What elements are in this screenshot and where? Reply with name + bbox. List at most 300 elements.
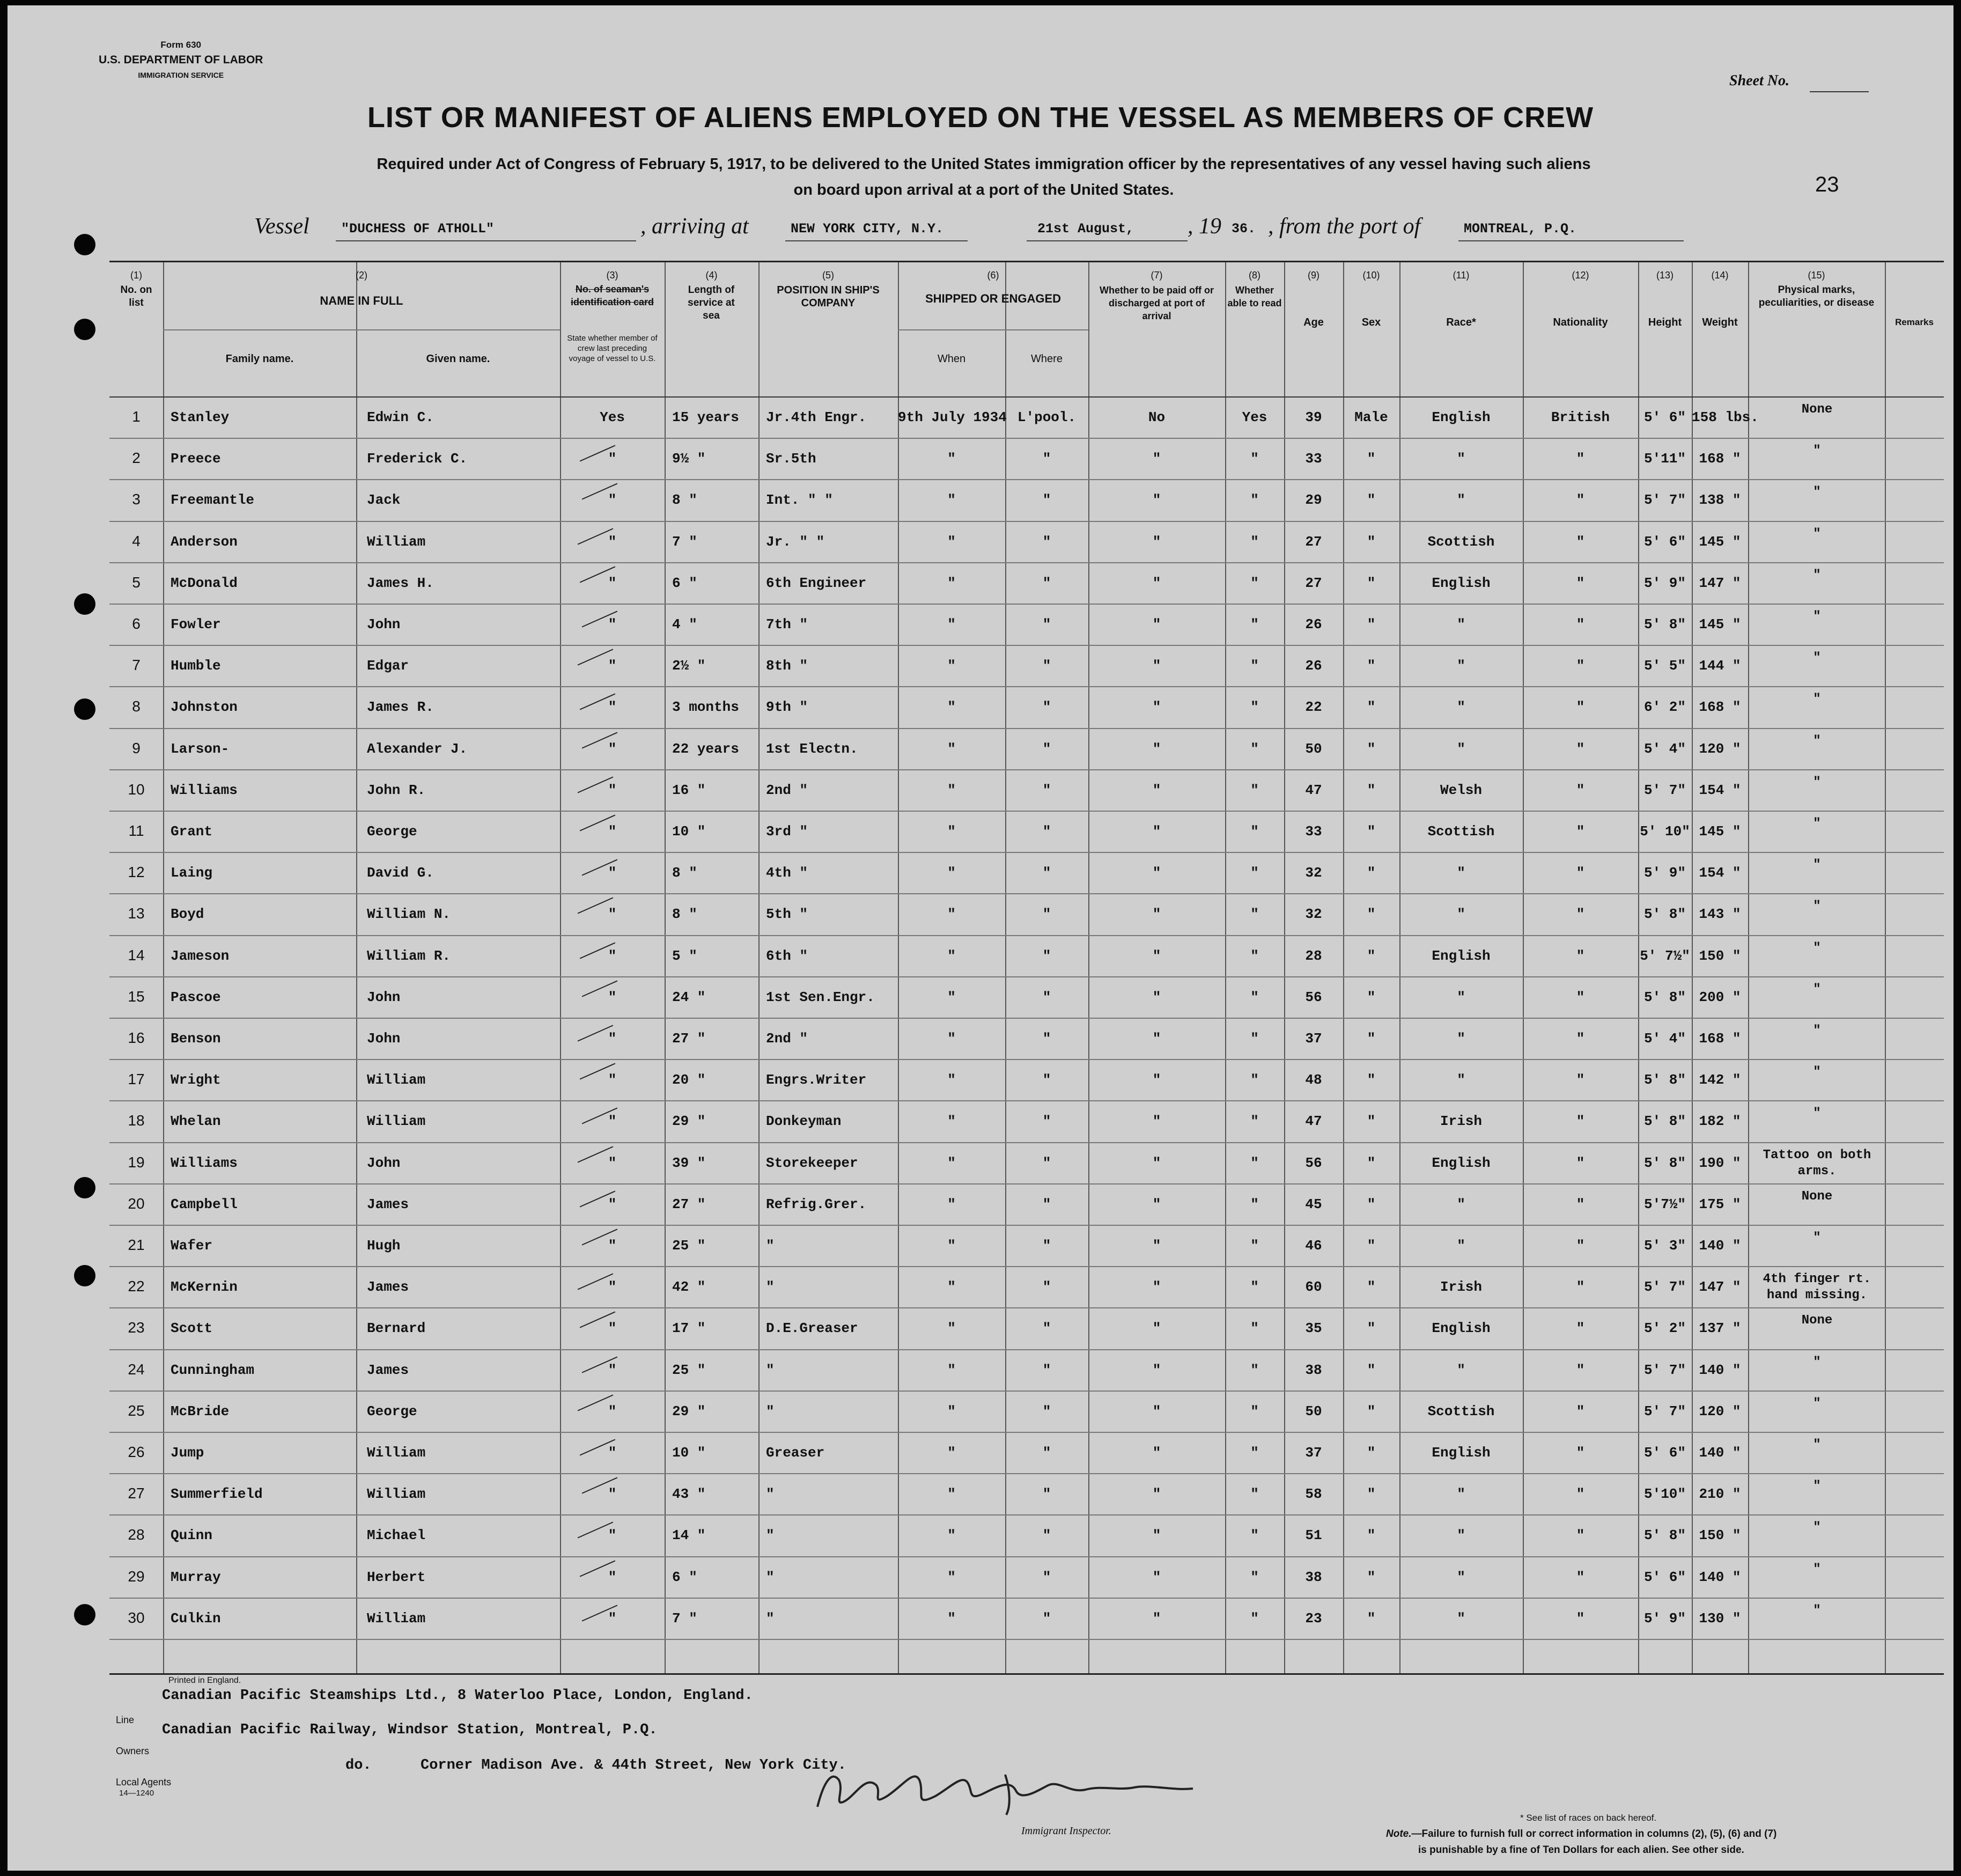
cell-given: James H. — [367, 575, 434, 591]
cell-prev: " — [608, 1196, 617, 1212]
cell-prev: " — [608, 782, 617, 798]
agents-ditto: do. — [345, 1757, 372, 1774]
col-position: POSITION IN SHIP'S COMPANY — [777, 284, 880, 309]
cell-height: 5'11" — [1643, 451, 1686, 467]
cell-marks: 4th finger rt. hand missing. — [1763, 1272, 1871, 1303]
cell-where: " — [1042, 1445, 1051, 1461]
cell-nationality: " — [1576, 575, 1585, 591]
departure-port: MONTREAL, P.Q. — [1464, 221, 1577, 237]
cell-service: 17 " — [672, 1320, 706, 1337]
cell-nationality: " — [1576, 1610, 1585, 1627]
cell-given: Edwin C. — [367, 409, 434, 425]
table-row — [109, 1432, 1944, 1473]
cell-weight: 182 " — [1699, 1113, 1741, 1130]
cell-given: Frederick C. — [367, 451, 468, 467]
cell-service: 10 " — [672, 823, 706, 840]
cell-when: " — [947, 1238, 956, 1254]
cell-nationality: " — [1576, 1196, 1585, 1212]
cell-family: Pascoe — [171, 989, 221, 1005]
cell-height: 5' 8" — [1643, 1072, 1686, 1088]
cell-height: 5'10" — [1643, 1486, 1686, 1503]
cell-prev: " — [608, 1569, 617, 1585]
cell-race: English — [1432, 409, 1491, 425]
cell-marks: " — [1813, 733, 1821, 748]
cell-where: " — [1042, 658, 1051, 674]
cell-age: 32 — [1305, 865, 1322, 881]
cell-height: 6' 2" — [1643, 699, 1686, 716]
cell-given: John R. — [367, 782, 426, 798]
cell-weight: 150 " — [1699, 947, 1741, 964]
row-number: 5 — [132, 573, 141, 591]
table-row — [109, 1349, 1944, 1391]
cell-position: " — [766, 1527, 775, 1544]
column-number: (5) — [822, 270, 834, 281]
cell-race: " — [1457, 451, 1465, 467]
cell-position: " — [766, 1238, 775, 1254]
cell-when: " — [947, 906, 956, 923]
cell-marks: " — [1813, 1520, 1821, 1535]
cell-when: " — [947, 533, 956, 550]
cell-weight: 175 " — [1699, 1196, 1741, 1212]
cell-race: " — [1457, 906, 1465, 923]
cell-where: " — [1042, 740, 1051, 757]
cell-weight: 138 " — [1699, 492, 1741, 509]
column-number: (8) — [1249, 270, 1260, 281]
col-able-to-read: Whether able to read — [1227, 285, 1282, 308]
cell-read: Yes — [1242, 409, 1267, 425]
cell-where: " — [1042, 492, 1051, 509]
cell-when: " — [947, 1362, 956, 1378]
cell-prev: " — [608, 1072, 617, 1088]
row-number: 1 — [132, 408, 141, 425]
cell-race: Welsh — [1440, 782, 1482, 798]
cell-position: Jr.4th Engr. — [766, 409, 867, 425]
cell-given: William — [367, 533, 426, 550]
cell-read: " — [1250, 658, 1259, 674]
cell-position: 8th " — [766, 658, 808, 674]
cell-read: " — [1250, 782, 1259, 798]
cell-paid: " — [1152, 616, 1161, 632]
column-number: (15) — [1808, 270, 1825, 281]
cell-where: " — [1042, 1320, 1051, 1337]
cell-race: Scottish — [1427, 533, 1495, 550]
cell-marks: " — [1813, 444, 1821, 459]
punch-hole — [74, 593, 95, 615]
inspector-label: Immigrant Inspector. — [1021, 1825, 1111, 1837]
cell-read: " — [1250, 1610, 1259, 1627]
cell-weight: 140 " — [1699, 1238, 1741, 1254]
cell-race: " — [1457, 616, 1465, 632]
cell-marks: " — [1813, 982, 1821, 997]
cell-nationality: " — [1576, 823, 1585, 840]
cell-age: 47 — [1305, 1113, 1322, 1130]
cell-sex: " — [1367, 1610, 1376, 1627]
cell-race: " — [1457, 658, 1465, 674]
cell-paid: " — [1152, 451, 1161, 467]
row-number: 27 — [128, 1485, 145, 1502]
cell-when: " — [947, 823, 956, 840]
cell-when: " — [947, 1486, 956, 1503]
cell-paid: " — [1152, 865, 1161, 881]
cell-where: " — [1042, 1113, 1051, 1130]
table-row — [109, 976, 1944, 1018]
cell-prev: " — [608, 533, 617, 550]
cell-sex: " — [1367, 989, 1376, 1005]
cell-paid: " — [1152, 782, 1161, 798]
cell-nationality: " — [1576, 451, 1585, 467]
cell-read: " — [1250, 1072, 1259, 1088]
cell-paid: " — [1152, 1154, 1161, 1171]
cell-marks: " — [1813, 1603, 1821, 1618]
cell-nationality: " — [1576, 1569, 1585, 1585]
cell-read: " — [1250, 1362, 1259, 1378]
cell-where: " — [1042, 1072, 1051, 1088]
cell-service: 8 " — [672, 865, 697, 881]
cell-where: " — [1042, 533, 1051, 550]
arrival-date: 21st August, — [1037, 221, 1134, 237]
cell-service: 16 " — [672, 782, 706, 798]
table-row — [109, 1307, 1944, 1349]
cell-weight: 143 " — [1699, 906, 1741, 923]
cell-read: " — [1250, 1445, 1259, 1461]
cell-given: William — [367, 1113, 426, 1130]
cell-race: Scottish — [1427, 823, 1495, 840]
cell-read: " — [1250, 906, 1259, 923]
cell-where: " — [1042, 865, 1051, 881]
cell-where: " — [1042, 699, 1051, 716]
cell-prev: " — [608, 865, 617, 881]
cell-height: 5' 9" — [1643, 575, 1686, 591]
cell-given: David G. — [367, 865, 434, 881]
cell-read: " — [1250, 947, 1259, 964]
cell-read: " — [1250, 1279, 1259, 1296]
row-number: 25 — [128, 1402, 145, 1419]
cell-height: 5' 8" — [1643, 616, 1686, 632]
cell-service: 25 " — [672, 1238, 706, 1254]
cell-height: 5' 8" — [1643, 1113, 1686, 1130]
cell-sex: " — [1367, 1072, 1376, 1088]
col-race: Race* — [1446, 317, 1476, 328]
cell-position: 6th Engineer — [766, 575, 867, 591]
cell-paid: " — [1152, 1196, 1161, 1212]
cell-weight: 120 " — [1699, 1403, 1741, 1419]
cell-race: " — [1457, 989, 1465, 1005]
subtitle-line-1: Required under Act of Congress of February 5, 1917, to be delivered to the United States immigration officer by the representatives of any vessel having such aliens — [377, 156, 1591, 173]
cell-marks: " — [1813, 568, 1821, 583]
cell-service: 22 years — [672, 740, 739, 757]
cell-family: Williams — [171, 1154, 238, 1171]
cell-given: William N. — [367, 906, 451, 923]
cell-height: 5' 8" — [1643, 1527, 1686, 1544]
cell-position: D.E.Greaser — [766, 1320, 858, 1337]
cell-age: 37 — [1305, 1031, 1322, 1047]
cell-sex: " — [1367, 823, 1376, 840]
table-row — [109, 686, 1944, 727]
cell-read: " — [1250, 740, 1259, 757]
cell-given: John — [367, 616, 401, 632]
cell-where: " — [1042, 1196, 1051, 1212]
cell-service: 7 " — [672, 533, 697, 550]
cell-family: Scott — [171, 1320, 213, 1337]
cell-prev: " — [608, 1486, 617, 1503]
cell-paid: " — [1152, 989, 1161, 1005]
cell-service: 39 " — [672, 1154, 706, 1171]
table-row — [109, 769, 1944, 811]
cell-when: " — [947, 575, 956, 591]
cell-marks: " — [1813, 1355, 1821, 1370]
cell-nationality: " — [1576, 1527, 1585, 1544]
row-number: 12 — [128, 864, 145, 881]
cell-when: " — [947, 1154, 956, 1171]
cell-paid: " — [1152, 1527, 1161, 1544]
cell-where: " — [1042, 451, 1051, 467]
cell-when: " — [947, 1527, 956, 1544]
cell-nationality: " — [1576, 533, 1585, 550]
document-title: LIST OR MANIFEST OF ALIENS EMPLOYED ON THE VESSEL AS MEMBERS OF CREW — [367, 101, 1594, 134]
cell-marks: " — [1813, 775, 1821, 790]
column-number: (11) — [1453, 270, 1470, 281]
cell-height: 5' 6" — [1643, 533, 1686, 550]
cell-race: " — [1457, 1569, 1465, 1585]
row-number: 11 — [128, 822, 144, 839]
cell-position: Refrig.Grer. — [766, 1196, 867, 1212]
document-subtitle — [260, 151, 1708, 203]
cell-age: 50 — [1305, 740, 1322, 757]
row-number: 9 — [132, 739, 141, 756]
cell-age: 39 — [1305, 409, 1322, 425]
row-number: 30 — [128, 1609, 145, 1626]
cell-given: James R. — [367, 699, 434, 716]
cell-marks: None — [1801, 1313, 1833, 1328]
cell-race: " — [1457, 1362, 1465, 1378]
column-number: (1) — [130, 270, 142, 281]
cell-race: English — [1432, 1320, 1491, 1337]
cell-sex: " — [1367, 616, 1376, 632]
cell-family: Wright — [171, 1072, 221, 1088]
cell-marks: " — [1813, 899, 1821, 914]
cell-paid: " — [1152, 658, 1161, 674]
cell-age: 33 — [1305, 451, 1322, 467]
cell-paid: " — [1152, 1072, 1161, 1088]
cell-sex: Male — [1354, 409, 1388, 425]
cell-where: " — [1042, 1527, 1051, 1544]
cell-family: Boyd — [171, 906, 204, 923]
cell-given: John — [367, 1031, 401, 1047]
cell-family: Freemantle — [171, 492, 255, 509]
cell-when: " — [947, 989, 956, 1005]
cell-position: 1st Sen.Engr. — [766, 989, 875, 1005]
form-number: Form 630 — [160, 40, 202, 50]
cell-service: 27 " — [672, 1196, 706, 1212]
cell-service: 42 " — [672, 1279, 706, 1296]
cell-weight: 154 " — [1699, 782, 1741, 798]
local-agents-address: Corner Madison Ave. & 44th Street, New York City. — [421, 1757, 846, 1774]
cell-given: Michael — [367, 1527, 426, 1544]
table-row — [109, 1100, 1944, 1142]
cell-position: 9th " — [766, 699, 808, 716]
row-number: 3 — [132, 491, 141, 508]
cell-weight: 210 " — [1699, 1486, 1741, 1503]
cell-given: William R. — [367, 947, 451, 964]
cell-paid: " — [1152, 1279, 1161, 1296]
table-row — [109, 1142, 1944, 1183]
column-number: (10) — [1362, 270, 1380, 281]
footnote-block — [1386, 1810, 1944, 1858]
cell-position: Jr. " " — [766, 533, 825, 550]
cell-prev: " — [608, 1362, 617, 1378]
cell-age: 29 — [1305, 492, 1322, 509]
cell-given: William — [367, 1486, 426, 1503]
cell-marks: " — [1813, 1024, 1821, 1038]
cell-height: 5' 7" — [1643, 1279, 1686, 1296]
cell-given: George — [367, 823, 417, 840]
cell-position: " — [766, 1362, 775, 1378]
cell-family: Benson — [171, 1031, 221, 1047]
cell-age: 50 — [1305, 1403, 1322, 1419]
manifest-sheet — [8, 5, 1953, 1871]
cell-height: 5' 9" — [1643, 865, 1686, 881]
cell-sex: " — [1367, 1403, 1376, 1419]
cell-sex: " — [1367, 1113, 1376, 1130]
row-number: 2 — [132, 450, 141, 467]
vessel-name-line — [336, 240, 636, 241]
cell-where: L'pool. — [1017, 409, 1077, 425]
cell-where: " — [1042, 1279, 1051, 1296]
cell-weight: 140 " — [1699, 1362, 1741, 1378]
cell-height: 5' 6" — [1643, 1569, 1686, 1585]
cell-family: Wafer — [171, 1238, 213, 1254]
cell-service: 25 " — [672, 1362, 706, 1378]
col-length-of-service: Length of service at sea — [688, 284, 735, 321]
cell-given: James — [367, 1362, 409, 1378]
cell-family: Cunningham — [171, 1362, 255, 1378]
cell-marks: " — [1813, 651, 1821, 666]
cell-sex: " — [1367, 865, 1376, 881]
cell-family: Fowler — [171, 616, 221, 632]
cell-marks: " — [1813, 858, 1821, 873]
cell-family: Quinn — [171, 1527, 213, 1544]
cell-read: " — [1250, 989, 1259, 1005]
cell-height: 5' 9" — [1643, 1610, 1686, 1627]
cell-nationality: " — [1576, 616, 1585, 632]
cell-prev: " — [608, 823, 617, 840]
punch-hole — [74, 698, 95, 720]
cell-marks: " — [1813, 1065, 1821, 1080]
col-height: Height — [1648, 317, 1682, 328]
name-subheader-rule — [163, 329, 560, 330]
cell-age: 51 — [1305, 1527, 1322, 1544]
cell-paid: " — [1152, 947, 1161, 964]
cell-weight: 130 " — [1699, 1610, 1741, 1627]
cell-given: William — [367, 1072, 426, 1088]
col-paid-off: Whether to be paid off or discharged at port of arrival — [1100, 285, 1214, 321]
cell-where: " — [1042, 906, 1051, 923]
cell-race: English — [1432, 947, 1491, 964]
cell-read: " — [1250, 1113, 1259, 1130]
cell-height: 5' 7" — [1643, 782, 1686, 798]
cell-race: English — [1432, 1445, 1491, 1461]
cell-where: " — [1042, 989, 1051, 1005]
cell-nationality: " — [1576, 1445, 1585, 1461]
cell-read: " — [1250, 492, 1259, 509]
column-number: (4) — [705, 270, 718, 281]
cell-sex: " — [1367, 451, 1376, 467]
cell-position: Greaser — [766, 1445, 825, 1461]
cell-position: Int. " " — [766, 492, 833, 509]
cell-race: " — [1457, 1527, 1465, 1544]
cell-when: " — [947, 1320, 956, 1337]
cell-when: " — [947, 492, 956, 509]
cell-prev: " — [608, 492, 617, 509]
form-code: 14—1240 — [119, 1789, 154, 1798]
cell-race: Irish — [1440, 1113, 1482, 1130]
row-number: 13 — [128, 905, 145, 922]
cell-weight: 147 " — [1699, 1279, 1741, 1296]
cell-age: 38 — [1305, 1362, 1322, 1378]
cell-prev: " — [608, 1403, 617, 1419]
cell-nationality: " — [1576, 989, 1585, 1005]
cell-marks: " — [1813, 1396, 1821, 1411]
cell-sex: " — [1367, 492, 1376, 509]
cell-where: " — [1042, 575, 1051, 591]
row-number: 4 — [132, 532, 141, 549]
cell-paid: " — [1152, 492, 1161, 509]
cell-nationality: British — [1551, 409, 1610, 425]
races-note: * See list of races on back hereof. — [1520, 1813, 1657, 1823]
row-number: 23 — [128, 1319, 145, 1336]
cell-where: " — [1042, 1154, 1051, 1171]
table-row — [109, 562, 1944, 604]
line-company: Canadian Pacific Steamships Ltd., 8 Waterloo Place, London, England. — [162, 1688, 753, 1704]
note-line-2: is punishable by a fine of Ten Dollars for each alien. See other side. — [1418, 1844, 1744, 1856]
cell-race: " — [1457, 865, 1465, 881]
cell-age: 33 — [1305, 823, 1322, 840]
cell-when: " — [947, 1569, 956, 1585]
cell-read: " — [1250, 451, 1259, 467]
col-member-previous-voyage: State whether member of crew last preceding voyage of vessel to U.S. — [567, 334, 658, 363]
cell-given: William — [367, 1445, 426, 1461]
cell-prev: " — [608, 906, 617, 923]
cell-read: " — [1250, 575, 1259, 591]
cell-race: Scottish — [1427, 1403, 1495, 1419]
cell-where: " — [1042, 782, 1051, 798]
cell-service: 5 " — [672, 947, 697, 964]
cell-height: 5' 8" — [1643, 1154, 1686, 1171]
cell-paid: " — [1152, 1113, 1161, 1130]
line-label: Line — [116, 1715, 135, 1725]
cell-given: Bernard — [367, 1320, 426, 1337]
cell-service: 8 " — [672, 906, 697, 923]
service-name: IMMIGRATION SERVICE — [138, 71, 224, 79]
vessel-line — [8, 214, 1953, 246]
cell-race: Irish — [1440, 1279, 1482, 1296]
column-number: (12) — [1572, 270, 1589, 281]
cell-given: Edgar — [367, 658, 409, 674]
department-name: U.S. DEPARTMENT OF LABOR — [99, 54, 263, 66]
cell-family: Johnston — [171, 699, 238, 716]
cell-read: " — [1250, 533, 1259, 550]
col-family-name: Family name. — [225, 353, 294, 365]
cell-height: 5' 10" — [1640, 823, 1690, 840]
cell-weight: 120 " — [1699, 740, 1741, 757]
cell-race: " — [1457, 1486, 1465, 1503]
cell-given: William — [367, 1610, 426, 1627]
from-port-label: , from the port of — [1268, 214, 1421, 239]
cell-service: 15 years — [672, 409, 739, 425]
row-number: 28 — [128, 1526, 145, 1543]
cell-read: " — [1250, 616, 1259, 632]
cell-weight: 145 " — [1699, 823, 1741, 840]
